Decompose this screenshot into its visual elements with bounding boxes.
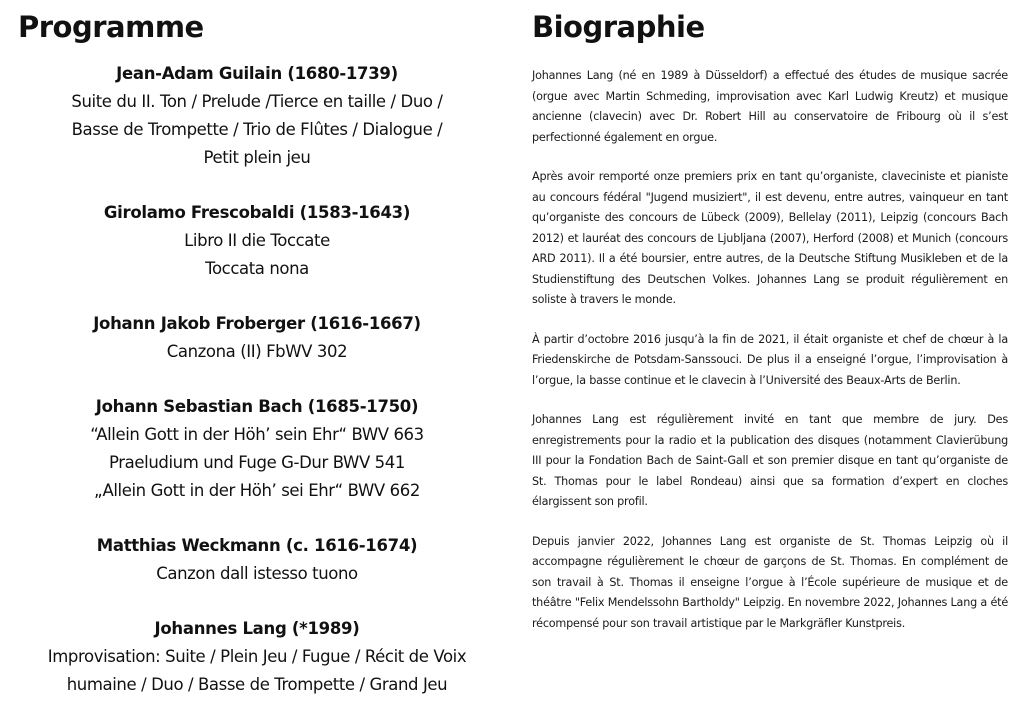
biographie-text — [532, 66, 1008, 653]
piece-line: Canzona (II) FbWV 302 — [166, 342, 348, 361]
piece-line: „Allein Gott in der Höh’ sei Ehr“ BWV 662 — [94, 481, 420, 500]
piece-line: Praeludium und Fuge G-Dur BWV 541 — [109, 453, 405, 472]
piece-line: Libro II die Toccate — [184, 231, 330, 250]
biographie-heading: Biographie — [532, 10, 705, 44]
piece-line: Improvisation: Suite / Plein Jeu / Fugue / Récit de Voix — [47, 647, 467, 666]
piece-line: “Allein Gott in der Höh’ sein Ehr“ BWV 663 — [90, 425, 424, 444]
bio-paragraph: À partir d’octobre 2016 jusqu’à la fin de 2021, il était organiste et chef de chœur à la Friedenskirche de Potsdam-Sanssouci. De plus il a enseigné l’orgue, l’improvisation à l’orgue, la basse continue et le clavecin à l’Université des Beaux-Arts de Berlin. — [532, 332, 1008, 387]
programme-work — [18, 60, 496, 172]
bio-paragraph: Johannes Lang est régulièrement invité en tant que membre de jury. Des enregistrements pour la radio et la publication des disques (notamment Clavierübung III pour la Fondation Bach de Saint-Gall et son premier disque en tant qu’organiste de St. Thomas pour le label Rondeau) ainsi que sa formation d’expert en cloches élargissent son profil. — [532, 413, 1008, 508]
composer-name: Johannes Lang (*1989) — [154, 619, 360, 638]
composer-name: Girolamo Frescobaldi (1583-1643) — [103, 203, 411, 222]
bio-paragraph: Johannes Lang (né en 1989 à Düsseldorf) a effectué des études de musique sacrée (orgue avec Martin Schmeding, improvisation avec Karl Ludwig Kreutz) et musique ancienne (clavecin) avec Dr. Robert Hill au conservatoire de Fribourg où il s’est perfectionné également en orgue. — [532, 69, 1008, 144]
piece-line: humaine / Duo / Basse de Trompette / Grand Jeu — [66, 675, 448, 694]
bio-paragraph: Depuis janvier 2022, Johannes Lang est organiste de St. Thomas Leipzig où il accompagne régulièrement le chœur de garçons de St. Thomas. En complément de son travail à St. Thomas il enseigne l’orgue à l’École supérieure de musique et de théâtre "Felix Mendelssohn Bartholdy" Leipzig. En novembre 2022, Johannes Lang a été récompensé pour son travail artistique par le Markgräfler Kunstpreis. — [532, 534, 1008, 630]
bio-paragraph: Après avoir remporté onze premiers prix en tant qu’organiste, claveciniste et pianiste au concours fédéral "Jugend musiziert", il est devenu, entre autres, vainqueur en tant qu’organiste des concours de Lübeck (2009), Bellelay (2011), Leipzig (concours Bach 2012) et lauréat des concours de Ljubljana (2007), Herford (2008) et Munich (concours ARD 2011). Il a été boursier, entre autres, de la Deutsche Stiftung Musikleben et de la Studienstiftung des Deutschen Volkes. Johannes Lang se produit régulièrement en soliste à travers le monde. — [532, 170, 1008, 306]
programme-work — [18, 310, 496, 366]
piece-line: Basse de Trompette / Trio de Flûtes / Dialogue / — [71, 120, 443, 139]
piece-line: Petit plein jeu — [203, 148, 311, 167]
programme-list — [18, 60, 496, 726]
composer-name: Matthias Weckmann (c. 1616-1674) — [96, 536, 418, 555]
composer-name: Johann Sebastian Bach (1685-1750) — [95, 397, 419, 416]
piece-line: Suite du II. Ton / Prelude /Tierce en taille / Duo / — [71, 92, 443, 111]
programme-work — [18, 615, 496, 699]
programme-work — [18, 393, 496, 505]
piece-line: Toccata nona — [205, 259, 309, 278]
programme-work — [18, 199, 496, 283]
biographie-column — [532, 8, 1008, 630]
piece-line: Canzon dall istesso tuono — [156, 564, 358, 583]
programme-work — [18, 532, 496, 588]
programme-column — [18, 8, 498, 694]
composer-name: Johann Jakob Froberger (1616-1667) — [93, 314, 421, 333]
programme-heading: Programme — [18, 10, 204, 44]
composer-name: Jean-Adam Guilain (1680-1739) — [116, 64, 398, 83]
